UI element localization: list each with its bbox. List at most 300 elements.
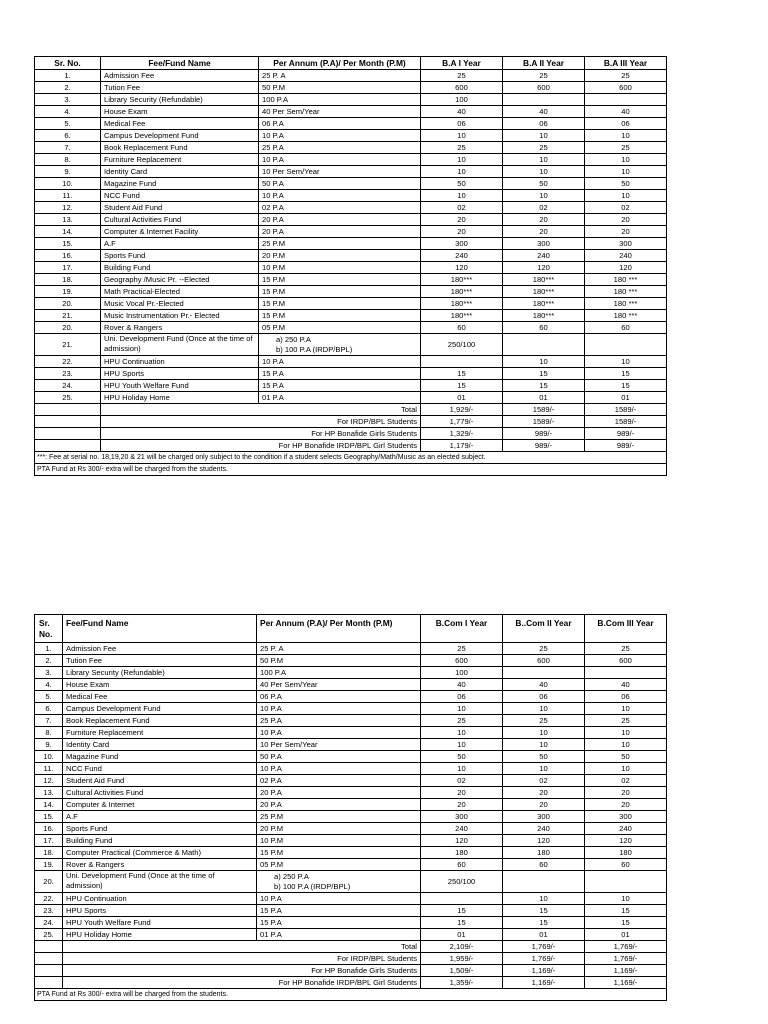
bcom-header-row — [35, 615, 667, 643]
per-cell: 20 P.A — [257, 799, 421, 811]
sr-cell: 18. — [35, 847, 63, 859]
per-cell: 10 P.M — [259, 262, 421, 274]
year-2-cell: 40 — [503, 679, 585, 691]
year-2-cell: 50 — [503, 178, 585, 190]
year-1-cell: 20 — [421, 799, 503, 811]
year-3-cell: 10 — [585, 154, 667, 166]
total-blank-cell — [35, 941, 63, 953]
fee-name-cell: Music Instrumentation Pr.- Elected — [101, 310, 259, 322]
fee-name-cell: Book Replacement Fund — [63, 715, 257, 727]
year-1-cell: 15 — [421, 917, 503, 929]
year-1-cell: 25 — [421, 643, 503, 655]
year-3-cell: 10 — [585, 703, 667, 715]
bcom-fee-rows — [35, 643, 667, 871]
total-year-3-cell: 989/- — [585, 428, 667, 440]
year-3-cell: 01 — [585, 929, 667, 941]
per-cell: 25 P.A — [259, 142, 421, 154]
table-row — [35, 322, 667, 334]
year-2-cell: 600 — [503, 655, 585, 667]
year-2-cell: 180*** — [503, 298, 585, 310]
year-2-cell: 25 — [503, 142, 585, 154]
total-row — [35, 965, 667, 977]
table-row — [35, 190, 667, 202]
year-2-cell: 25 — [503, 715, 585, 727]
year-1-cell: 50 — [421, 178, 503, 190]
year-3-cell: 15 — [585, 917, 667, 929]
total-label: For HP Bonafide IRDP/BPL Girl Students — [101, 440, 421, 452]
per-cell: 20 P.A — [259, 226, 421, 238]
year-3-cell: 120 — [585, 262, 667, 274]
per-cell: 20 P.A — [259, 214, 421, 226]
per-cell: 15 P.M — [259, 274, 421, 286]
per-option-b: b) 100 P.A (IRDP/BPL) — [274, 881, 351, 891]
year-1-cell: 300 — [421, 238, 503, 250]
year-2-cell: 25 — [503, 643, 585, 655]
sr-cell: 15. — [35, 811, 63, 823]
total-label: For IRDP/BPL Students — [101, 416, 421, 428]
fee-name-cell: HPU Sports — [63, 905, 257, 917]
year-1-cell: 300 — [421, 811, 503, 823]
year-3-cell: 25 — [585, 715, 667, 727]
year-1-cell: 100 — [421, 667, 503, 679]
table-row — [35, 154, 667, 166]
year-2-cell: 06 — [503, 691, 585, 703]
bcom-fee-table — [34, 614, 667, 1001]
year-3-cell: 02 — [585, 775, 667, 787]
year-1-cell: 06 — [421, 118, 503, 130]
total-label: For HP Bonafide Girls Students — [63, 965, 421, 977]
table-row — [35, 835, 667, 847]
per-cell: 15 P.M — [259, 286, 421, 298]
per-cell: 15 P.M — [259, 298, 421, 310]
fee-name-cell: Music Vocal Pr.-Elected — [101, 298, 259, 310]
total-year-3-cell: 1589/- — [585, 416, 667, 428]
header-sr-no: Sr. No. — [35, 615, 63, 643]
ba-fee-table — [34, 56, 667, 476]
fee-name-cell: Admission Fee — [63, 643, 257, 655]
year-1-cell — [421, 893, 503, 905]
total-row — [35, 941, 667, 953]
fee-name-cell: Admission Fee — [101, 70, 259, 82]
per-cell: 02 P.A — [257, 775, 421, 787]
sr-cell: 22. — [35, 356, 101, 368]
fee-name-cell: Student Aid Fund — [63, 775, 257, 787]
year-2-cell: 02 — [503, 775, 585, 787]
total-label: Total — [63, 941, 421, 953]
year-1-cell: 100 — [421, 94, 503, 106]
year-1-cell: 60 — [421, 322, 503, 334]
table-row — [35, 178, 667, 190]
sr-cell: 12. — [35, 202, 101, 214]
total-year-1-cell: 1,929/- — [421, 404, 503, 416]
year-3-cell: 50 — [585, 178, 667, 190]
year-1-cell: 600 — [421, 655, 503, 667]
fee-name-cell: Sports Fund — [63, 823, 257, 835]
sr-cell: 2. — [35, 655, 63, 667]
per-cell: 40 Per Sem/Year — [259, 106, 421, 118]
year-2-cell — [503, 667, 585, 679]
year-1-cell: 180*** — [421, 298, 503, 310]
year-1-cell: 20 — [421, 787, 503, 799]
year-3-cell: 10 — [585, 356, 667, 368]
total-year-1-cell: 1,779/- — [421, 416, 503, 428]
sr-cell: 21. — [35, 334, 101, 356]
header-per-annum: Per Annum (P.A)/ Per Month (P.M) — [257, 615, 421, 643]
fee-name-cell: Geography /Music Pr. --Elected — [101, 274, 259, 286]
per-cell: 25 P.M — [257, 811, 421, 823]
year-1-cell: 15 — [421, 380, 503, 392]
sr-cell: 13. — [35, 787, 63, 799]
total-year-3-cell: 1,169/- — [585, 965, 667, 977]
table-row — [35, 811, 667, 823]
table-row — [35, 202, 667, 214]
header-fee-name: Fee/Fund Name — [101, 57, 259, 70]
year-1-cell: 10 — [421, 763, 503, 775]
fee-name-cell: HPU Continuation — [101, 356, 259, 368]
per-cell: 10 P.A — [259, 130, 421, 142]
year-1-cell: 60 — [421, 859, 503, 871]
fee-name-cell: Computer Practical (Commerce & Math) — [63, 847, 257, 859]
total-label: For HP Bonafide Girls Students — [101, 428, 421, 440]
per-cell: 25 P.M — [259, 238, 421, 250]
year-3-cell: 02 — [585, 202, 667, 214]
header-year-2: B..Com II Year — [503, 615, 585, 643]
year-3-cell: 240 — [585, 823, 667, 835]
table-row — [35, 250, 667, 262]
table-row — [35, 214, 667, 226]
per-cell: 20 P.A — [257, 787, 421, 799]
per-cell: 06 P.A — [259, 118, 421, 130]
year-2-cell: 60 — [503, 322, 585, 334]
total-row — [35, 953, 667, 965]
table-row — [35, 655, 667, 667]
total-blank-cell — [35, 416, 101, 428]
total-row — [35, 440, 667, 452]
fee-name-cell: HPU Holiday Home — [63, 929, 257, 941]
per-cell: 02 P.A — [259, 202, 421, 214]
year-3-cell: 06 — [585, 691, 667, 703]
footnote-row — [35, 989, 667, 1001]
year-3-cell: 120 — [585, 835, 667, 847]
table-row — [35, 667, 667, 679]
year-2-cell: 240 — [503, 823, 585, 835]
per-cell: 15 P.A — [257, 917, 421, 929]
per-cell: 25 P.A — [257, 715, 421, 727]
year-3-cell: 180 — [585, 847, 667, 859]
per-cell: 25 P. A — [257, 643, 421, 655]
table-row — [35, 691, 667, 703]
year-2-cell: 300 — [503, 811, 585, 823]
year-3-cell: 01 — [585, 392, 667, 404]
header-per-annum: Per Annum (P.A)/ Per Month (P.M) — [259, 57, 421, 70]
fee-name-cell: Library Security (Refundable) — [101, 94, 259, 106]
total-year-2-cell: 1,769/- — [503, 941, 585, 953]
table-row — [35, 94, 667, 106]
sr-cell: 11. — [35, 190, 101, 202]
total-blank-cell — [35, 977, 63, 989]
per-cell: 20 P.M — [257, 823, 421, 835]
sr-cell: 4. — [35, 679, 63, 691]
per-cell: 15 P.A — [259, 380, 421, 392]
per-cell: 10 Per Sem/Year — [257, 739, 421, 751]
total-year-2-cell: 1589/- — [503, 416, 585, 428]
sr-cell: 24. — [35, 380, 101, 392]
year-1-cell: 15 — [421, 368, 503, 380]
year-2-cell: 600 — [503, 82, 585, 94]
total-blank-cell — [35, 428, 101, 440]
per-cell: 10 P.A — [259, 154, 421, 166]
year-2-cell: 15 — [503, 368, 585, 380]
footnote-pta: PTA Fund at Rs 300/- extra will be charged from the students. — [35, 989, 667, 1001]
total-row — [35, 416, 667, 428]
year-1-cell: 240 — [421, 823, 503, 835]
per-cell — [259, 334, 421, 356]
per-cell: 15 P.A — [257, 905, 421, 917]
sr-cell: 3. — [35, 94, 101, 106]
table-row — [35, 739, 667, 751]
year-1-cell: 25 — [421, 142, 503, 154]
fee-name-cell: NCC Fund — [63, 763, 257, 775]
total-year-2-cell: 1589/- — [503, 404, 585, 416]
year-1-cell: 600 — [421, 82, 503, 94]
per-cell: 10 P.A — [257, 893, 421, 905]
table-row — [35, 226, 667, 238]
total-year-2-cell: 1,169/- — [503, 977, 585, 989]
year-2-cell: 15 — [503, 380, 585, 392]
year-1-cell: 20 — [421, 214, 503, 226]
fee-name-cell: Student Aid Fund — [101, 202, 259, 214]
sr-cell: 5. — [35, 691, 63, 703]
table-row — [35, 751, 667, 763]
sr-cell: 19. — [35, 859, 63, 871]
table-row — [35, 847, 667, 859]
sr-cell: 16. — [35, 250, 101, 262]
table-row — [35, 82, 667, 94]
year-1-cell: 10 — [421, 154, 503, 166]
table-row — [35, 70, 667, 82]
year-3-cell: 50 — [585, 751, 667, 763]
sr-cell: 2. — [35, 82, 101, 94]
sr-cell: 25. — [35, 392, 101, 404]
fee-name-cell: Sports Fund — [101, 250, 259, 262]
header-sr-no: Sr. No. — [35, 57, 101, 70]
year-3-cell: 10 — [585, 763, 667, 775]
table-row — [35, 727, 667, 739]
footnote-elected: ***: Fee at serial no. 18,19,20 & 21 will be charged only subject to the condition if a student selects Geography/Math/Music as an elected subject. — [35, 452, 667, 464]
per-cell: 50 P.A — [259, 178, 421, 190]
year-3-cell: 06 — [585, 118, 667, 130]
total-year-1-cell: 1,359/- — [421, 977, 503, 989]
year-1-cell: 25 — [421, 70, 503, 82]
year-1-cell: 240 — [421, 250, 503, 262]
bcom-table-body — [35, 615, 667, 643]
year-3-cell: 60 — [585, 859, 667, 871]
year-2-cell — [503, 94, 585, 106]
year-3-cell: 600 — [585, 82, 667, 94]
fee-name-cell: Computer & Internet — [63, 799, 257, 811]
year-3-cell: 300 — [585, 811, 667, 823]
table-row — [35, 310, 667, 322]
fee-name-cell: Uni. Development Fund (Once at the time of admission) — [101, 334, 259, 356]
fee-name-cell: Identity Card — [63, 739, 257, 751]
sr-cell: 8. — [35, 727, 63, 739]
per-cell: 100 P.A — [257, 667, 421, 679]
total-year-2-cell: 1,769/- — [503, 953, 585, 965]
fee-name-cell: Cultural Activities Fund — [63, 787, 257, 799]
total-blank-cell — [35, 965, 63, 977]
sr-cell: 10. — [35, 178, 101, 190]
sr-cell: 17. — [35, 262, 101, 274]
year-2-cell: 15 — [503, 917, 585, 929]
header-year-3: B.Com III Year — [585, 615, 667, 643]
sr-cell: 18. — [35, 274, 101, 286]
per-cell: 10 P.A — [259, 356, 421, 368]
fee-name-cell: Uni. Development Fund (Once at the time of admission) — [63, 871, 257, 893]
per-cell: 40 Per Sem/Year — [257, 679, 421, 691]
year-2-cell: 10 — [503, 703, 585, 715]
year-2-cell — [503, 871, 585, 893]
table-row — [35, 799, 667, 811]
year-3-cell: 10 — [585, 130, 667, 142]
year-1-cell: 50 — [421, 751, 503, 763]
sr-cell: 20. — [35, 322, 101, 334]
fee-name-cell: Furniture Replacement — [63, 727, 257, 739]
sr-cell: 19. — [35, 286, 101, 298]
year-3-cell: 180 *** — [585, 274, 667, 286]
year-2-cell: 10 — [503, 763, 585, 775]
sr-cell: 23. — [35, 368, 101, 380]
total-year-2-cell: 989/- — [503, 440, 585, 452]
sr-cell: 13. — [35, 214, 101, 226]
year-2-cell: 300 — [503, 238, 585, 250]
per-option-b: b) 100 P.A (IRDP/BPL) — [276, 344, 353, 354]
year-2-cell: 120 — [503, 835, 585, 847]
year-1-cell: 180 — [421, 847, 503, 859]
year-3-cell: 40 — [585, 679, 667, 691]
year-2-cell: 20 — [503, 214, 585, 226]
header-year-1: B.Com I Year — [421, 615, 503, 643]
year-3-cell: 25 — [585, 70, 667, 82]
year-1-cell: 10 — [421, 703, 503, 715]
year-2-cell: 20 — [503, 787, 585, 799]
table-row — [35, 106, 667, 118]
year-2-cell: 120 — [503, 262, 585, 274]
fee-name-cell: Campus Development Fund — [101, 130, 259, 142]
year-2-cell: 20 — [503, 226, 585, 238]
bcom-notes — [35, 989, 667, 1001]
per-cell: 10 P.A — [257, 763, 421, 775]
year-2-cell: 60 — [503, 859, 585, 871]
year-1-cell: 01 — [421, 392, 503, 404]
per-cell: 01 P.A — [259, 392, 421, 404]
year-1-cell: 10 — [421, 166, 503, 178]
per-cell — [257, 871, 421, 893]
year-3-cell: 25 — [585, 142, 667, 154]
year-2-cell: 10 — [503, 130, 585, 142]
table-row — [35, 142, 667, 154]
year-2-cell: 02 — [503, 202, 585, 214]
total-year-3-cell: 989/- — [585, 440, 667, 452]
header-year-2: B.A II Year — [503, 57, 585, 70]
year-3-cell: 15 — [585, 905, 667, 917]
total-row — [35, 977, 667, 989]
year-3-cell: 15 — [585, 380, 667, 392]
sr-cell: 6. — [35, 703, 63, 715]
year-1-cell: 20 — [421, 226, 503, 238]
table-row — [35, 262, 667, 274]
sr-cell: 24. — [35, 917, 63, 929]
total-label: For HP Bonafide IRDP/BPL Girl Students — [63, 977, 421, 989]
year-3-cell: 20 — [585, 226, 667, 238]
year-3-cell: 20 — [585, 787, 667, 799]
fee-name-cell: Cultural Activities Fund — [101, 214, 259, 226]
fee-name-cell: Identity Card — [101, 166, 259, 178]
sr-cell: 15. — [35, 238, 101, 250]
ba-table-body — [35, 57, 667, 70]
total-year-2-cell: 989/- — [503, 428, 585, 440]
fee-name-cell: HPU Continuation — [63, 893, 257, 905]
fee-name-cell: Computer & Internet Facility — [101, 226, 259, 238]
year-1-cell: 10 — [421, 130, 503, 142]
table-row — [35, 166, 667, 178]
total-row — [35, 428, 667, 440]
sr-cell: 9. — [35, 166, 101, 178]
year-2-cell: 01 — [503, 392, 585, 404]
sr-cell: 14. — [35, 226, 101, 238]
year-1-cell: 01 — [421, 929, 503, 941]
fee-name-cell: Campus Development Fund — [63, 703, 257, 715]
sr-cell: 1. — [35, 643, 63, 655]
bcom-hpu-rows — [35, 893, 667, 941]
fee-name-cell: HPU Holiday Home — [101, 392, 259, 404]
ba-udf-section — [35, 334, 667, 356]
fee-name-cell: NCC Fund — [101, 190, 259, 202]
year-2-cell: 20 — [503, 799, 585, 811]
sr-cell: 9. — [35, 739, 63, 751]
table-row — [35, 356, 667, 368]
sr-cell: 6. — [35, 130, 101, 142]
year-2-cell: 25 — [503, 70, 585, 82]
sr-cell: 12. — [35, 775, 63, 787]
ba-header-row — [35, 57, 667, 70]
year-1-cell: 120 — [421, 262, 503, 274]
bcom-total-rows — [35, 941, 667, 989]
per-cell: 50 P.A — [257, 751, 421, 763]
table-row — [35, 715, 667, 727]
table-row — [35, 823, 667, 835]
total-row — [35, 404, 667, 416]
sr-cell: 4. — [35, 106, 101, 118]
per-cell: 01 P.A — [257, 929, 421, 941]
per-cell: 10 P.A — [259, 190, 421, 202]
year-3-cell: 10 — [585, 739, 667, 751]
total-label: Total — [101, 404, 421, 416]
table-row — [35, 334, 667, 356]
table-row — [35, 643, 667, 655]
year-1-cell: 06 — [421, 691, 503, 703]
year-2-cell: 10 — [503, 166, 585, 178]
table-row — [35, 787, 667, 799]
year-3-cell: 25 — [585, 643, 667, 655]
total-label: For IRDP/BPL Students — [63, 953, 421, 965]
fee-name-cell: Building Fund — [101, 262, 259, 274]
year-3-cell: 240 — [585, 250, 667, 262]
sr-cell: 16. — [35, 823, 63, 835]
per-cell: 06 P.A — [257, 691, 421, 703]
sr-cell: 3. — [35, 667, 63, 679]
year-3-cell: 60 — [585, 322, 667, 334]
year-3-cell: 15 — [585, 368, 667, 380]
